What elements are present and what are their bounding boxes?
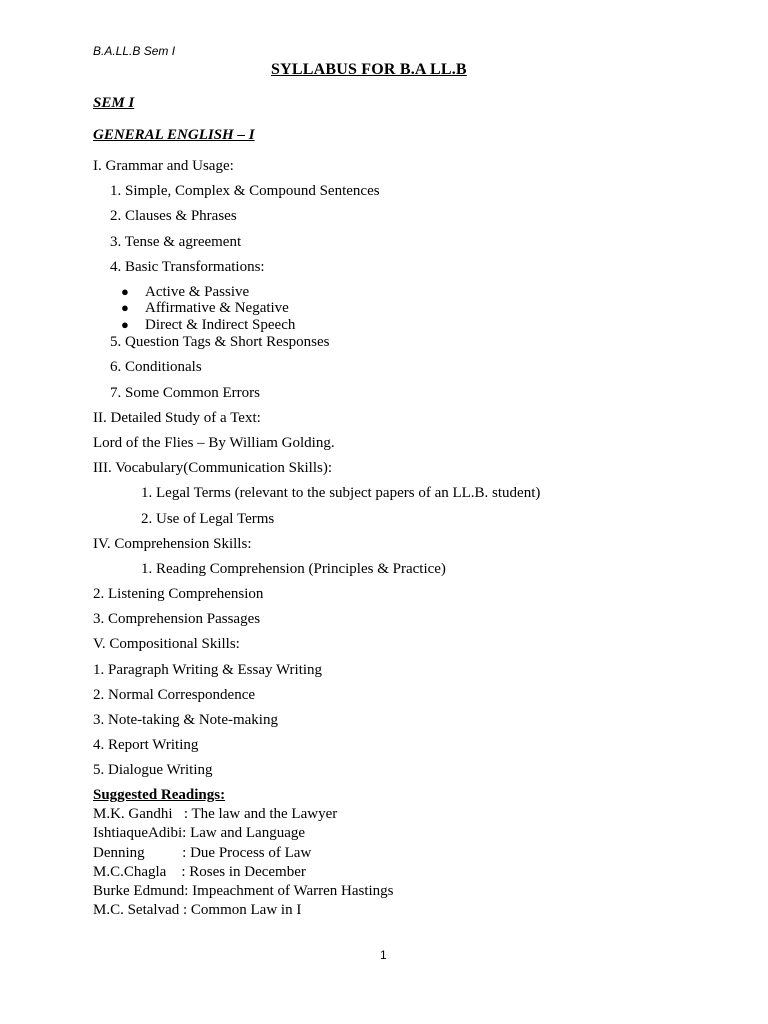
text-line: Lord of the Flies – By William Golding. (93, 435, 335, 451)
reading-item: M.K. Gandhi : The law and the Lawyer (93, 806, 338, 822)
list-item: 1. Paragraph Writing & Essay Writing (93, 662, 323, 678)
list-item: 7. Some Common Errors (110, 385, 260, 401)
list-item: 3. Note-taking & Note-making (93, 712, 278, 728)
section-heading: II. Detailed Study of a Text: (93, 410, 261, 426)
reading-item: Denning : Due Process of Law (93, 845, 312, 861)
reading-item: M.C. Setalvad : Common Law in I (93, 902, 302, 918)
list-item: 5. Dialogue Writing (93, 762, 213, 778)
bullet-text: Affirmative & Negative (145, 300, 289, 316)
list-item: 1. Legal Terms (relevant to the subject papers of an LL.B. student) (141, 485, 541, 501)
bullet-item (121, 317, 296, 334)
subject-heading: GENERAL ENGLISH – I (93, 127, 255, 143)
bullet-icon: ● (121, 284, 129, 299)
bullet-icon: ● (121, 317, 129, 332)
section-heading: IV. Comprehension Skills: (93, 536, 252, 552)
semester-heading: SEM I (93, 95, 135, 111)
list-item: 1. Reading Comprehension (Principles & Practice) (141, 561, 446, 577)
list-item: 6. Conditionals (110, 359, 202, 375)
bullet-item (121, 284, 250, 301)
list-item: 4. Report Writing (93, 737, 199, 753)
section-heading: I. Grammar and Usage: (93, 158, 234, 174)
bullet-item (121, 300, 289, 317)
reading-item: Burke Edmund: Impeachment of Warren Hastings (93, 883, 394, 899)
list-item: 2. Clauses & Phrases (110, 208, 237, 224)
running-head: B.A.LL.B Sem I (93, 44, 176, 58)
list-item: 3. Comprehension Passages (93, 611, 261, 627)
page-title: SYLLABUS FOR B.A LL.B (271, 61, 467, 78)
page-number: 1 (380, 948, 387, 962)
list-item: 2. Listening Comprehension (93, 586, 264, 602)
bullet-text: Direct & Indirect Speech (145, 317, 296, 333)
list-item: 3. Tense & agreement (110, 234, 242, 250)
reading-item: IshtiaqueAdibi: Law and Language (93, 825, 306, 841)
section-heading: V. Compositional Skills: (93, 636, 240, 652)
section-heading: III. Vocabulary(Communication Skills): (93, 460, 332, 476)
bullet-text: Active & Passive (145, 284, 250, 300)
list-item: 1. Simple, Complex & Compound Sentences (110, 183, 380, 199)
list-item: 5. Question Tags & Short Responses (110, 334, 330, 350)
readings-heading: Suggested Readings: (93, 787, 226, 803)
list-item: 4. Basic Transformations: (110, 259, 265, 275)
list-item: 2. Use of Legal Terms (141, 511, 275, 527)
bullet-icon: ● (121, 300, 129, 315)
list-item: 2. Normal Correspondence (93, 687, 256, 703)
reading-item: M.C.Chagla : Roses in December (93, 864, 306, 880)
